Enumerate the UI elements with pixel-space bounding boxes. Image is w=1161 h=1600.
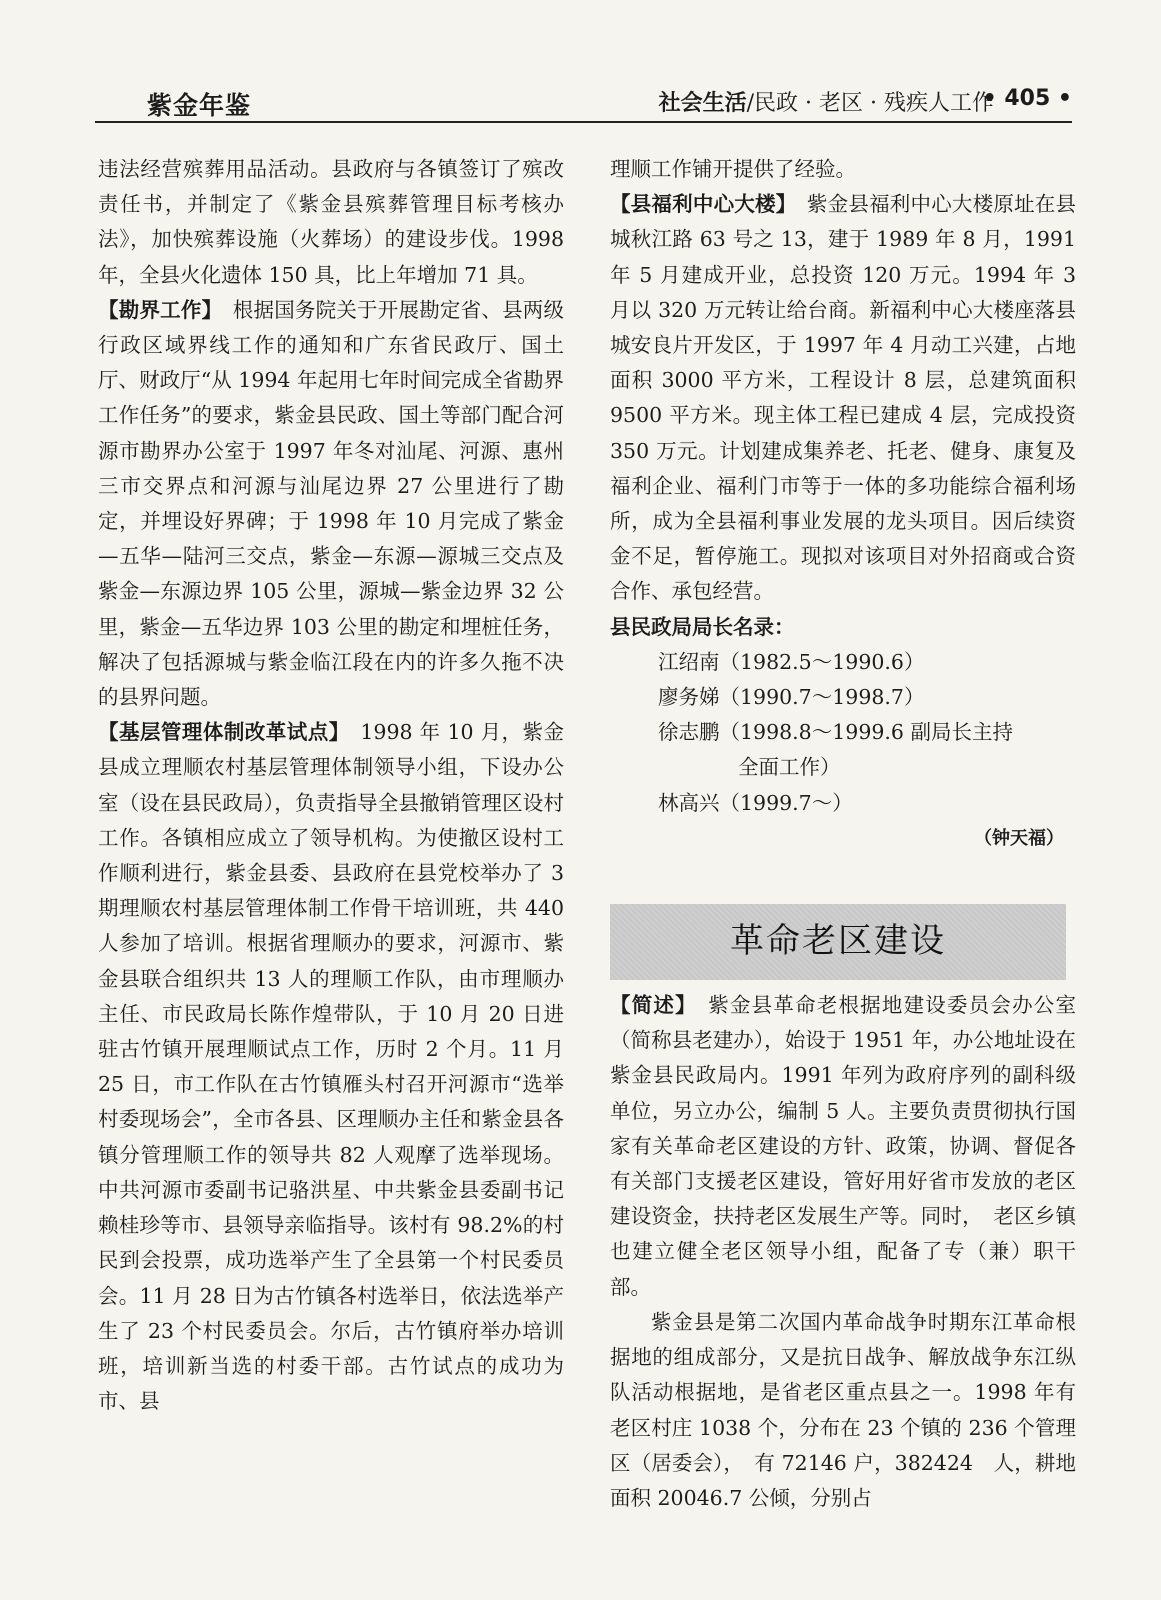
directors-list — [610, 645, 1076, 821]
page-header — [95, 86, 1072, 118]
paragraph-text: 紫金县福利中心大楼原址在县城秋江路 63 号之 13，建于 1989 年 8 月，1991 年 5 月建成开业，总投资 120 万元。1994 年 3 月以 320 万元转让给台商。新福利中心大楼座落县城安良片开发区，于 1997 年 4 月动工兴建，占地面积 3000 平方米，工程设计 8 层，总建筑面积 9500 平方米。现主体工程已建成 4 层，完成投资 350 万元。计划建成集养老、托老、健身、康复及福利企业、福利门市等于一体的多功能综合福利场所，成为全县福利事业发展的龙头项目。因后续资金不足，暂停施工。现拟对该项目对外招商或合资合作、承包经营。 — [610, 192, 1077, 604]
list-item-text: 徐志鹏（1998.8～1999.6 副局长主持 — [658, 720, 1013, 745]
list-item: 江绍南（1982.5～1990.6） — [658, 649, 925, 674]
section-heading-banner — [610, 904, 1066, 980]
paragraph — [610, 187, 1076, 609]
paragraph-title: 【基层管理体制改革试点】 — [98, 720, 340, 745]
paragraph — [98, 293, 564, 715]
list-item: 廖务娣（1990.7～1998.7） — [658, 685, 925, 710]
paragraph-title: 【简述】 — [610, 993, 687, 1018]
section-sub: /民政 · 老区 · 残疾人工作 — [746, 91, 994, 116]
book-title: 紫金年鉴 — [147, 91, 252, 120]
list-item: 林高兴（1999.7～） — [658, 790, 853, 815]
right-column — [610, 152, 1076, 1516]
author-credit: （钟天福） — [974, 827, 1064, 849]
list-item — [610, 715, 1076, 785]
paragraph: 违法经营殡葬用品活动。县政府与各镇签订了殡改责任书，并制定了《紫金县殡葬管理目标考核办法》，加快殡葬设施（火葬场）的建设步伐。1998 年，全县火化遗体 150 具，比上年增加 71 具。 — [98, 157, 564, 287]
list-item-continuation: 全面工作） — [738, 755, 841, 780]
paragraph-text: 1998 年 10 月，紫金县成立理顺农村基层管理体制领导小组，下设办公室（设在县民政局），负责指导全县撤销管理区设村工作。各镇相应成立了领导机构。为使撤区设村工作顺利进行，紫金县委、县政府在县党校举办了 3 期理顺农村基层管理体制工作骨干培训班，共 440 人参加了培训。根据省理顺办的要求，河源市、紫金县联合组织共 13 人的理顺工作队，由市理顺办主任、市民政局长陈作煌带队，于 10 月 20 日进驻古竹镇开展理顺试点工作，历时 2 个月。11 月 25 日，市工作队在古竹镇雁头村召开河源市“选举村委现场会”，全市各县、区理顺办主任和紫金县各镇分管理顺工作的领导共 82 人观摩了选举现场。中共河源市委副书记骆洪星、中共紫金县委副书记赖桂珍等市、县领导亲临指导。该村有 98.2%的村民到会投票，成功选举产生了全县第一个村民委员会。11 月 28 日为古竹镇各村选举日，依法选举产生了 23 个村民委员会。尔后，古竹镇府举办培训班，培训新当选的村委干部。古竹试点的成功为市、县 — [98, 720, 565, 1414]
left-column — [98, 152, 564, 1419]
paragraph: 理顺工作铺开提供了经验。 — [610, 157, 856, 181]
paragraph — [98, 715, 564, 1419]
paragraph-text: 紫金县革命老根据地建设委员会办公室（简称县老建办），始设于 1951 年，办公地址设在紫金县民政局内。1991 年列为政府序列的副科级单位，另立办公，编制 5 人。主要负责贯彻执行国家有关革命老区建设的方针、政策，协调、督促各有关部门支援老区建设，管好用好省市发放的老区建设资金，扶持老区发展生产等。同时， 老区乡镇也建立健全老区领导小组，配备了专（兼）职干部。 — [610, 993, 1077, 1299]
section-heading: 革命老区建设 — [730, 921, 946, 962]
section-title — [659, 86, 994, 117]
paragraph-title: 【县福利中心大楼】 — [610, 192, 787, 217]
header-rule — [95, 121, 1072, 123]
directors-list-title: 县民政局局长名录： — [610, 614, 795, 639]
paragraph-title: 【勘界工作】 — [98, 297, 213, 322]
section-main: 社会生活 — [658, 91, 747, 116]
paragraph-text: 根据国务院关于开展勘定省、县两级行政区域界线工作的通知和广东省民政厅、国土厅、财政厅“从 1994 年起用七年时间完成全省勘界工作任务”的要求，紫金县民政、国土等部门配合河源市勘界办公室于 1997 年冬对汕尾、河源、惠州三市交界点和河源与汕尾边界 27 公里进行了勘定，并埋设好界碑；于 1998 年 10 月完成了紫金—五华—陆河三交点，紫金—东源—源城三交点及紫金—东源边界 105 公里，源城—紫金边界 32 公里，紫金—五华边界 103 公里的勘定和埋桩任务，解决了包括源城与紫金临江段在内的许多久拖不决的县界问题。 — [98, 297, 565, 710]
page-number: • 405 • — [982, 86, 1072, 111]
paragraph — [610, 988, 1076, 1305]
paragraph: 紫金县是第二次国内革命战争时期东江革命根据地的组成部分，又是抗日战争、解放战争东江纵队活动根据地，是省老区重点县之一。1998 年有老区村庄 1038 个，分布在 23 个镇的 236 个管理区（居委会）， 有 72146 户，382424 人，耕地面积 20046.7 公倾，分别占 — [610, 1309, 1076, 1510]
